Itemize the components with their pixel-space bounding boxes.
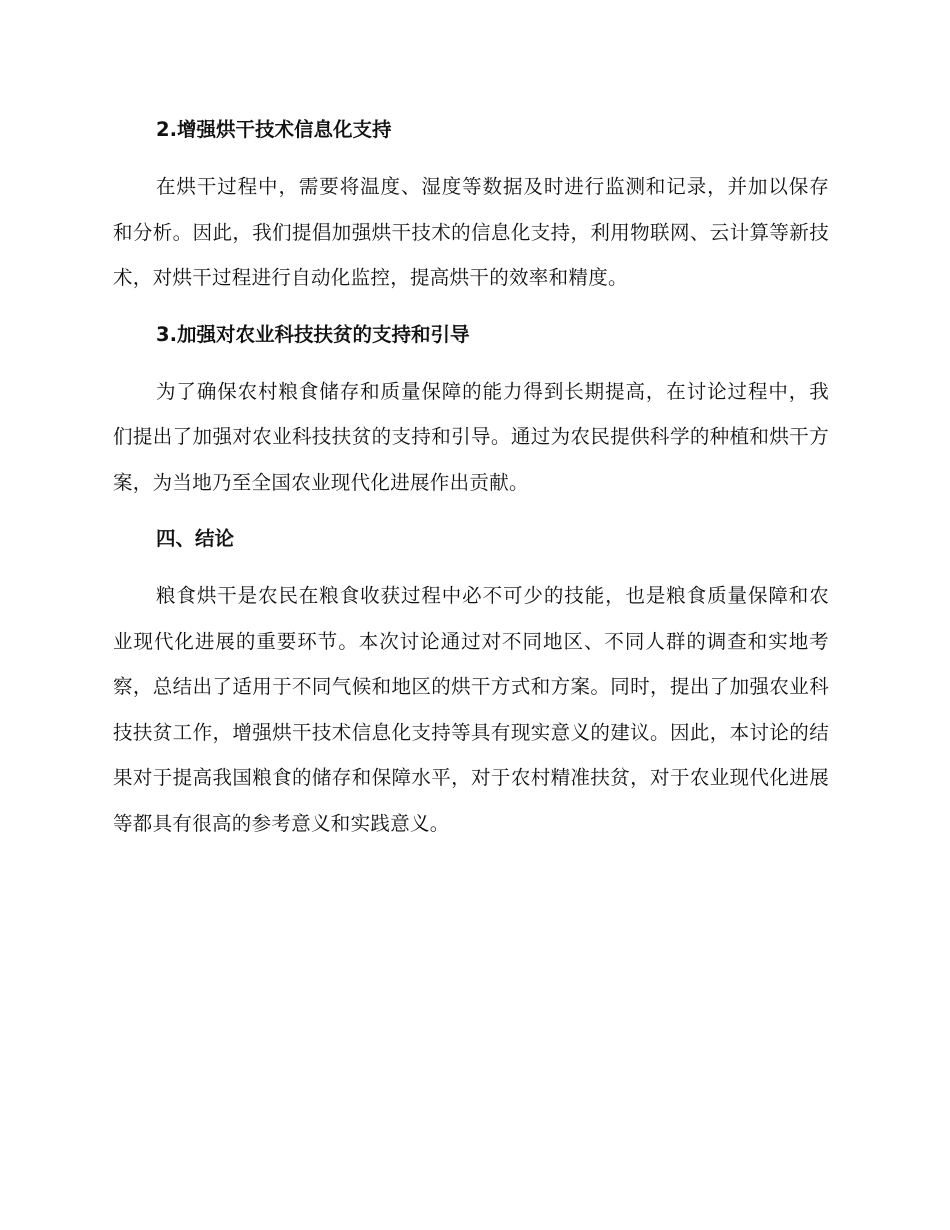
section-heading-info-support: 2.增强烘干技术信息化支持 [156,118,392,141]
section-heading-tech-poverty: 3.加强对农业科技扶贫的支持和引导 [156,322,470,346]
section-heading-conclusion: 四、结论 [156,527,235,550]
section-paragraph-conclusion: 粮食烘干是农民在粮食收获过程中必不可少的技能，也是粮食质量保障和农业现代化进展的重要环节。本次讨论通过对不同地区、不同人群的调查和实地考察，总结出了适用于不同气候和地区的烘干方式和方案。同时，提出了加强农业科技扶贫工作，增强烘干技术信息化支持等具有现实意义的建议。因此，本讨论的结果对于提高我国粮食的储存和保障水平，对于农村精准扶贫，对于农业现代化进展等都具有很高的参考意义和实践意义。 [113,584,829,835]
section-paragraph-tech-poverty: 为了确保农村粮食储存和质量保障的能力得到长期提高，在讨论过程中，我们提出了加强对农业科技扶贫的支持和引导。通过为农民提供科学的种植和烘干方案，为当地乃至全国农业现代化进展作出贡献。 [113,379,829,494]
document-body [113,108,829,846]
section-paragraph-info-support: 在烘干过程中，需要将温度、湿度等数据及时进行监测和记录，并加以保存和分析。因此，我们提倡加强烘干技术的信息化支持，利用物联网、云计算等新技术，对烘干过程进行自动化监控，提高烘干的效率和精度。 [113,175,829,289]
